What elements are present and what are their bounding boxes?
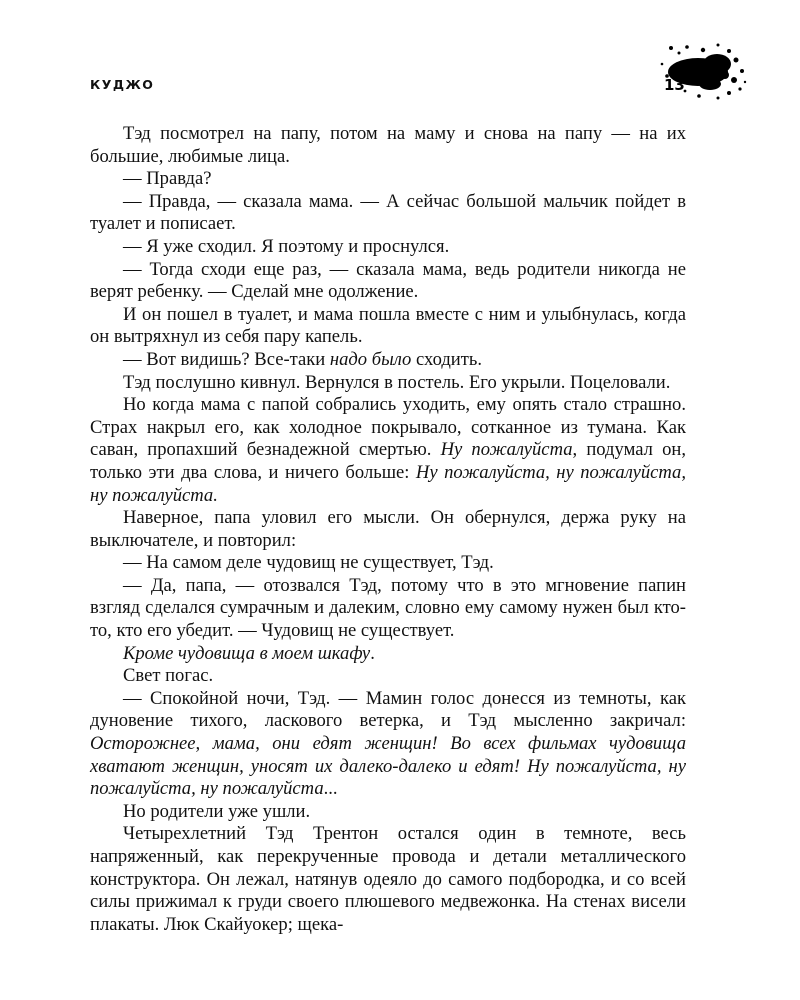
paragraph <box>90 507 686 552</box>
text-run: Наверное, папа уловил его мысли. Он обернулся, держа руку на выключателе, и повторил: <box>90 507 686 551</box>
text-run: — Да, папа, — отозвался Тэд, потому что в это мгновение папин взгляд сделался сумрачным и далеким, словно ему самому нужен был кто-то, кто его убедит. — Чудовищ не существует. <box>90 574 686 642</box>
paragraph <box>90 643 686 666</box>
paragraph <box>90 575 686 643</box>
text-run: — Правда, — сказала мама. — А сейчас большой мальчик пойдет в туалет и пописает. <box>90 190 686 235</box>
paragraph <box>90 236 686 259</box>
paragraph <box>90 801 686 824</box>
text-run: . <box>370 642 375 664</box>
paragraph <box>90 349 686 372</box>
italic-text: Ну пожалуйста <box>440 439 573 461</box>
text-run: ... <box>323 778 338 800</box>
text-run: — Вот видишь? Все-таки <box>123 348 330 370</box>
italic-text: Ну пожалуйста, ну пожалуйста, ну пожалуйста. <box>90 461 686 506</box>
paragraph <box>90 191 686 236</box>
paragraph <box>90 823 686 936</box>
text-run: , подумал он, только эти два слова, и ничего больше: <box>90 439 686 483</box>
paragraph <box>90 168 686 191</box>
paragraph <box>90 304 686 349</box>
paragraph <box>90 123 686 168</box>
text-run: — Я уже сходил. Я поэтому и проснулся. <box>123 235 450 257</box>
text-run: — Правда? <box>123 168 212 190</box>
paragraph <box>90 552 686 575</box>
paragraph <box>90 259 686 304</box>
text-run: Но родители уже ушли. <box>123 800 311 822</box>
text-run: Четырехлетний Тэд Трентон остался один в темноте, весь напряженный, как перекрученные провода и детали металлического конструктора. Он лежал, натянув одеяло до самого подбородка, и со всей силы прижимал к груди своего плюшевого медвежонка. На стенах висели плакаты. Люк Скайуокер; щека- <box>90 823 686 935</box>
text-run: Но когда мама с папой собрались уходить, ему опять стало страшно. Страх накрыл его, как холодное покрывало, сотканное из тумана. Как саван, пропахший безнадежной смертью. <box>90 394 686 461</box>
text-body <box>90 123 686 936</box>
italic-text: Осторожнее, мама, они едят женщин! Во всех фильмах чудовища хватают женщин, уносят их далеко-далеко и едят! Ну пожалуйста, ну пожалуйста, ну пожалуйста <box>90 733 686 800</box>
text-run: — Тогда сходи еще раз, — сказала мама, ведь родители никогда не верят ребенку. — Сделай мне одолжение. <box>90 258 686 303</box>
text-run: сходить. <box>411 348 482 370</box>
text-run: — Спокойной ночи, Тэд. — Мамин голос донесся из темноты, как дуновение тихого, ласкового ветерка, и Тэд мысленно закричал: <box>90 687 686 732</box>
italic-text: Кроме чудовища в моем шкафу <box>123 642 371 664</box>
italic-text: надо было <box>329 348 412 370</box>
paragraph <box>90 372 686 395</box>
text-run: И он пошел в туалет, и мама пошла вместе с ним и улыбнулась, когда он вытряхнул из себя пару капель. <box>90 303 686 348</box>
text-run: Тэд послушно кивнул. Вернулся в постель. Его укрыли. Поцеловали. <box>123 371 671 393</box>
paragraph <box>90 665 686 688</box>
page-number: 13 <box>664 76 685 94</box>
ink-blot-icon <box>655 40 750 105</box>
paragraph <box>90 688 686 801</box>
text-run: Свет погас. <box>123 665 214 687</box>
running-head: КУДЖО <box>90 77 155 92</box>
text-run: — На самом деле чудовищ не существует, Тэд. <box>123 552 494 574</box>
paragraph <box>90 394 686 507</box>
text-run: Тэд посмотрел на папу, потом на маму и снова на папу — на их большие, любимые лица. <box>90 123 686 167</box>
